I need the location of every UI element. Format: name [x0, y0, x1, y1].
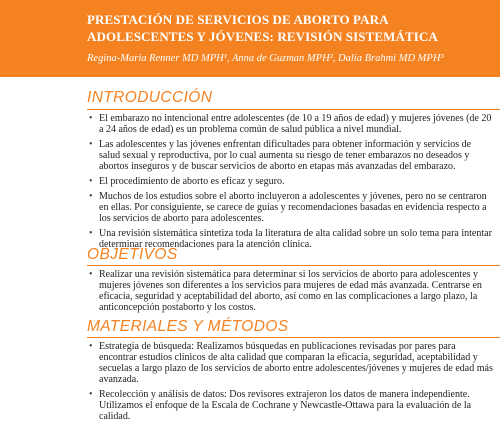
list-item: • Las adolescentes y las jóvenes enfrentan dificultades para obtener información y servicios de salud sexual y reproductiva, por lo cual aumenta su riesgo de tener embarazos no deseados y abortos inseguros y de buscar servicios de aborto en etapas más avanzadas del embarazo.: [87, 139, 493, 172]
poster-title: [87, 11, 492, 45]
list-item: • Realizar una revisión sistemática para determinar si los servicios de aborto para adolescentes y mujeres jóvenes son diferentes a los servicios para mujeres de edad más avanzada. Centrarse en eficacia, seguridad y aceptabilidad del aborto, así como en las complicaciones a largo plazo, la anticoncepción postaborto y los costos.: [87, 269, 493, 313]
list-item: • El procedimiento de aborto es eficaz y seguro.: [87, 176, 493, 187]
author-list: Regina-Maria Renner MD MPH¹, Anna de Guzman MPH², Dalia Brahmi MD MPH³: [87, 53, 444, 64]
section-divider: [87, 337, 500, 338]
list-item: • Una revisión sistemática sintetiza toda la literatura de alta calidad sobre un solo tema para intentar determinar recomendaciones para la atención clínica.: [87, 228, 493, 250]
title-banner: [0, 0, 500, 77]
poster-title-line-1: PRESTACIÓN DE SERVICIOS DE ABORTO PARA: [87, 12, 389, 27]
section-heading-introduccion: INTRODUCCIÓN: [87, 89, 213, 106]
section-divider: [87, 109, 500, 110]
section-divider: [87, 265, 500, 266]
list-item: • Muchos de los estudios sobre el aborto incluyeron a adolescentes y jóvenes, pero no se centraron en ellas. Por consiguiente, se carece de guías y recomendaciones basadas en evidencia respecto a los servicios de aborto para adolescentes.: [87, 191, 493, 224]
materiales-bullet-list: [87, 341, 493, 426]
list-item: • Recolección y análisis de datos: Dos revisores extrajeron los datos de manera independiente. Utilizamos el enfoque de la Escala de Cochrane y Newcastle-Ottawa para la evaluación de la calidad.: [87, 389, 493, 422]
objetivos-bullet-list: [87, 269, 493, 317]
poster-title-line-2: ADOLESCENTES Y JÓVENES: REVISIÓN SISTEMÁTICA: [87, 29, 438, 44]
list-item: • Estrategia de búsqueda: Realizamos búsquedas en publicaciones revisadas por pares para encontrar estudios clínicos de alta calidad que comparan la eficacia, seguridad, aceptabilidad y secuelas a largo plazo de los servicios de aborto entre adolescentes/jóvenes y mujeres de edad más avanzada.: [87, 341, 493, 385]
section-heading-materiales-y-metodos: MATERIALES Y MÉTODOS: [87, 318, 289, 335]
introduccion-bullet-list: [87, 113, 493, 254]
list-item: • El embarazo no intencional entre adolescentes (de 10 a 19 años de edad) y mujeres jóvenes (de 20 a 24 años de edad) es un problema común de salud pública a nivel mundial.: [87, 113, 493, 135]
section-heading-objetivos: OBJETIVOS: [87, 246, 178, 263]
